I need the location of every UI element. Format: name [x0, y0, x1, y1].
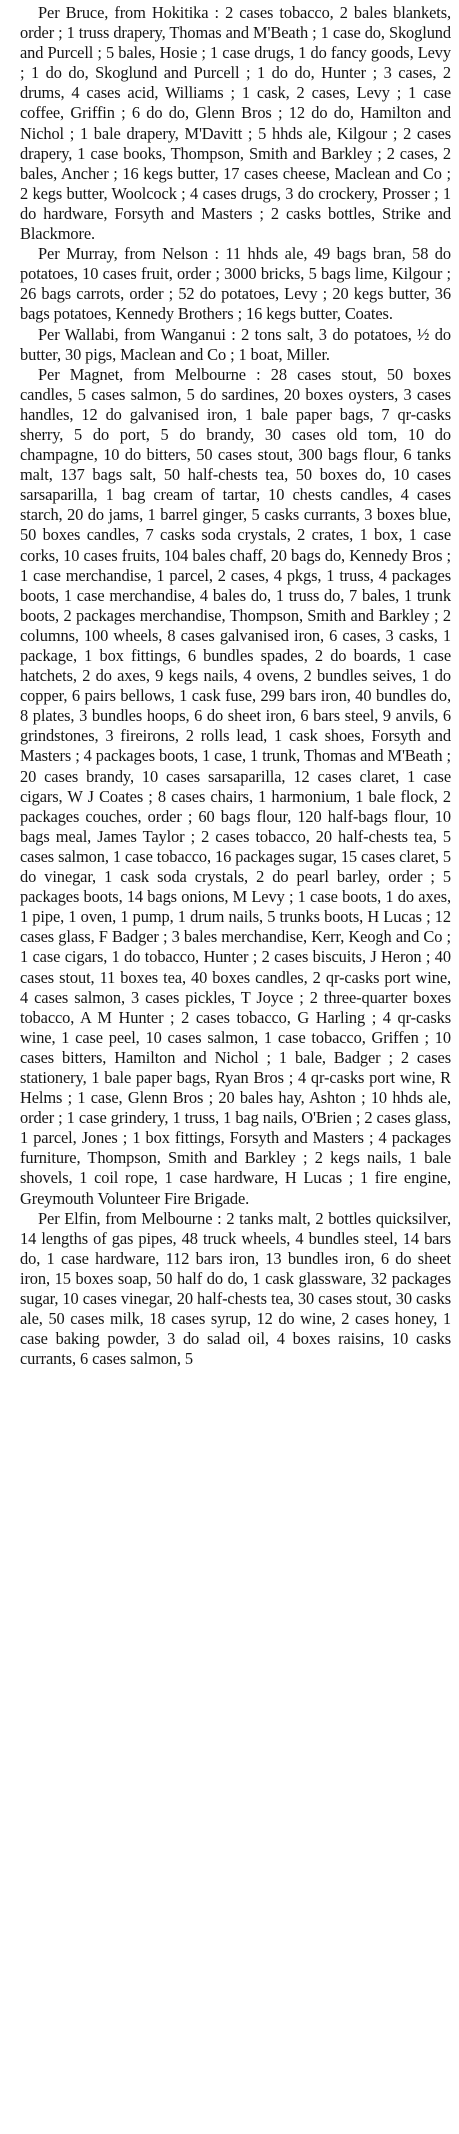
cargo-list: 2 tons salt, 3 do potatoes, ½ do butter, 30 pigs, Maclean and Co ; 1 boat, Miller. [20, 324, 451, 364]
cargo-list: 28 cases stout, 50 boxes candles, 5 cases salmon, 5 do sardines, 20 boxes oysters, 3 cases handles, 12 do galvanised iron, 1 bale paper bags, 7 qr-casks sherry, 5 do port, 5 do brandy, 30 cases old tom, 10 do champagne, 10 do bitters, 50 cases stout, 300 bags flour, 6 tanks malt, 137 bags salt, 50 half-chests tea, 50 boxes do, 10 cases sarsaparilla, 1 bag cream of tartar, 10 chests candles, 4 cases starch, 20 do jams, 1 barrel ginger, 5 casks currants, 3 boxes blue, 50 boxes candles, 7 casks soda crystals, 2 crates, 1 box, 1 case corks, 10 cases fruits, 104 bales chaff, 20 bags do, Kennedy Bros ; 1 case merchandise, 1 parcel, 2 cases, 4 pkgs, 1 truss, 4 packages boots, 1 case merchandise, 4 bales do, 1 truss do, 7 bales, 1 trunk boots, 2 packages merchandise, Thompson, Smith and Barkley ; 2 columns, 100 wheels, 8 cases galvanised iron, 6 cases, 3 casks, 1 package, 1 box fittings, 6 bundles spades, 2 do boards, 1 case hatchets, 2 do axes, 9 kegs nails, 4 ovens, 2 bundles seives, 1 do copper, 6 pairs bellows, 1 cask fuse, 299 bars iron, 40 bundles do, 8 plates, 3 bundles hoops, 6 do sheet iron, 6 bars steel, 9 anvils, 6 grindstones, 3 fireirons, 2 rolls lead, 1 cask shoes, Forsyth and Masters ; 4 packages boots, 1 case, 1 trunk, Thomas and M'Beath ; 20 cases brandy, 10 cases sarsaparilla, 12 cases claret, 1 case cigars, W J Coates ; 8 cases chairs, 1 harmonium, 1 bale flock, 2 packages couches, order ; 60 bags flour, 120 half-bags flour, 10 bags meal, James Taylor ; 2 cases tobacco, 20 half-chests tea, 5 cases salmon, 1 case tobacco, 16 packages sugar, 15 cases claret, 5 do vinegar, 1 cask soda crystals, 2 do pearl barley, order ; 5 packages boots, 14 bags onions, M Levy ; 1 case boots, 1 do axes, 1 pipe, 1 oven, 1 pump, 1 drum nails, 5 trunks boots, H Lucas ; 12 cases glass, F Badger ; 3 bales merchandise, Kerr, Keogh and Co ; 1 case cigars, 1 do tobacco, Hunter ; 2 cases biscuits, J Heron ; 40 cases stout, 11 boxes tea, 40 boxes candles, 2 qr-casks port wine, 4 cases salmon, 3 cases pickles, T Joyce ; 2 three-quarter boxes tobacco, A M Hunter ; 2 cases tobacco, G Harling ; 4 qr-casks wine, 1 case peel, 10 cases salmon, 1 case tobacco, Griffen ; 10 cases bitters, Hamilton and Nichol ; 1 bale, Badger ; 2 cases stationery, 1 bale paper bags, Ryan Bros ; 4 qr-casks port wine, R Helms ; 1 case, Glenn Bros ; 20 bales hay, Ashton ; 10 hhds ale, order ; 1 case grindery, 1 truss, 1 bag nails, O'Brien ; 2 cases glass, 1 parcel, Jones ; 1 box fittings, Forsyth and Masters ; 4 packages furniture, Thompson, Smith and Barkley ; 2 kegs nails, 1 bale shovels, 1 coil rope, 1 case hardware, H Lucas ; 1 fire engine, Greymouth Volunteer Fire Brigade. [20, 364, 451, 1208]
cargo-entry-elfin [20, 1209, 451, 1370]
vessel-heading: Per Elfin, from Melbourne : [38, 1208, 222, 1228]
cargo-entry-murray [20, 244, 451, 324]
vessel-heading: Per Murray, from Nelson : [38, 244, 219, 264]
vessel-heading: Per Wallabi, from Wanganui : [38, 324, 236, 344]
vessel-heading: Per Magnet, from Melbourne : [38, 364, 261, 384]
cargo-entry-magnet [20, 365, 451, 1209]
cargo-entry-wallabi [20, 325, 451, 365]
cargo-list: 2 tanks malt, 2 bottles quicksilver, 14 lengths of gas pipes, 48 truck wheels, 4 bundles steel, 14 bars do, 1 case hardware, 112 bars iron, 13 bundles iron, 6 do sheet iron, 15 boxes soap, 50 half do do, 1 cask glassware, 32 packages sugar, 10 cases vinegar, 20 half-chests tea, 30 cases stout, 30 casks ale, 50 cases milk, 18 cases syrup, 12 do wine, 2 cases honey, 1 case baking powder, 3 do salad oil, 4 boxes raisins, 10 casks currants, 6 cases salmon, 5 [20, 1208, 451, 1369]
cargo-entry-bruce [20, 3, 451, 244]
cargo-list: 11 hhds ale, 49 bags bran, 58 do potatoes, 10 cases fruit, order ; 3000 bricks, 5 bags lime, Kilgour ; 26 bags carrots, order ; 52 do potatoes, Levy ; 20 kegs butter, 36 bags potatoes, Kennedy Brothers ; 16 kegs butter, Coates. [20, 244, 452, 324]
cargo-list: 2 cases tobacco, 2 bales blankets, order ; 1 truss drapery, Thomas and M'Beath ; 1 case do, Skoglund and Purcell ; 5 bales, Hosie ; 1 case drugs, 1 do fancy goods, Levy ; 1 do do, Skoglund and Purcell ; 1 do do, Hunter ; 3 cases, 2 drums, 4 cases acid, Williams ; 1 cask, 2 cases, Levy ; 1 case coffee, Griffin ; 6 do do, Glenn Bros ; 12 do do, Hamilton and Nichol ; 1 bale drapery, M'Davitt ; 5 hhds ale, Kilgour ; 2 cases drapery, 1 case books, Thompson, Smith and Barkley ; 2 cases, 2 bales, Ancher ; 16 kegs butter, 17 cases cheese, Maclean and Co ; 2 kegs butter, Woolcock ; 4 cases drugs, 3 do crockery, Prosser ; 1 do hardware, Forsyth and Masters ; 2 casks bottles, Strike and Blackmore. [20, 3, 451, 244]
vessel-heading: Per Bruce, from Hokitika : [38, 3, 219, 22]
